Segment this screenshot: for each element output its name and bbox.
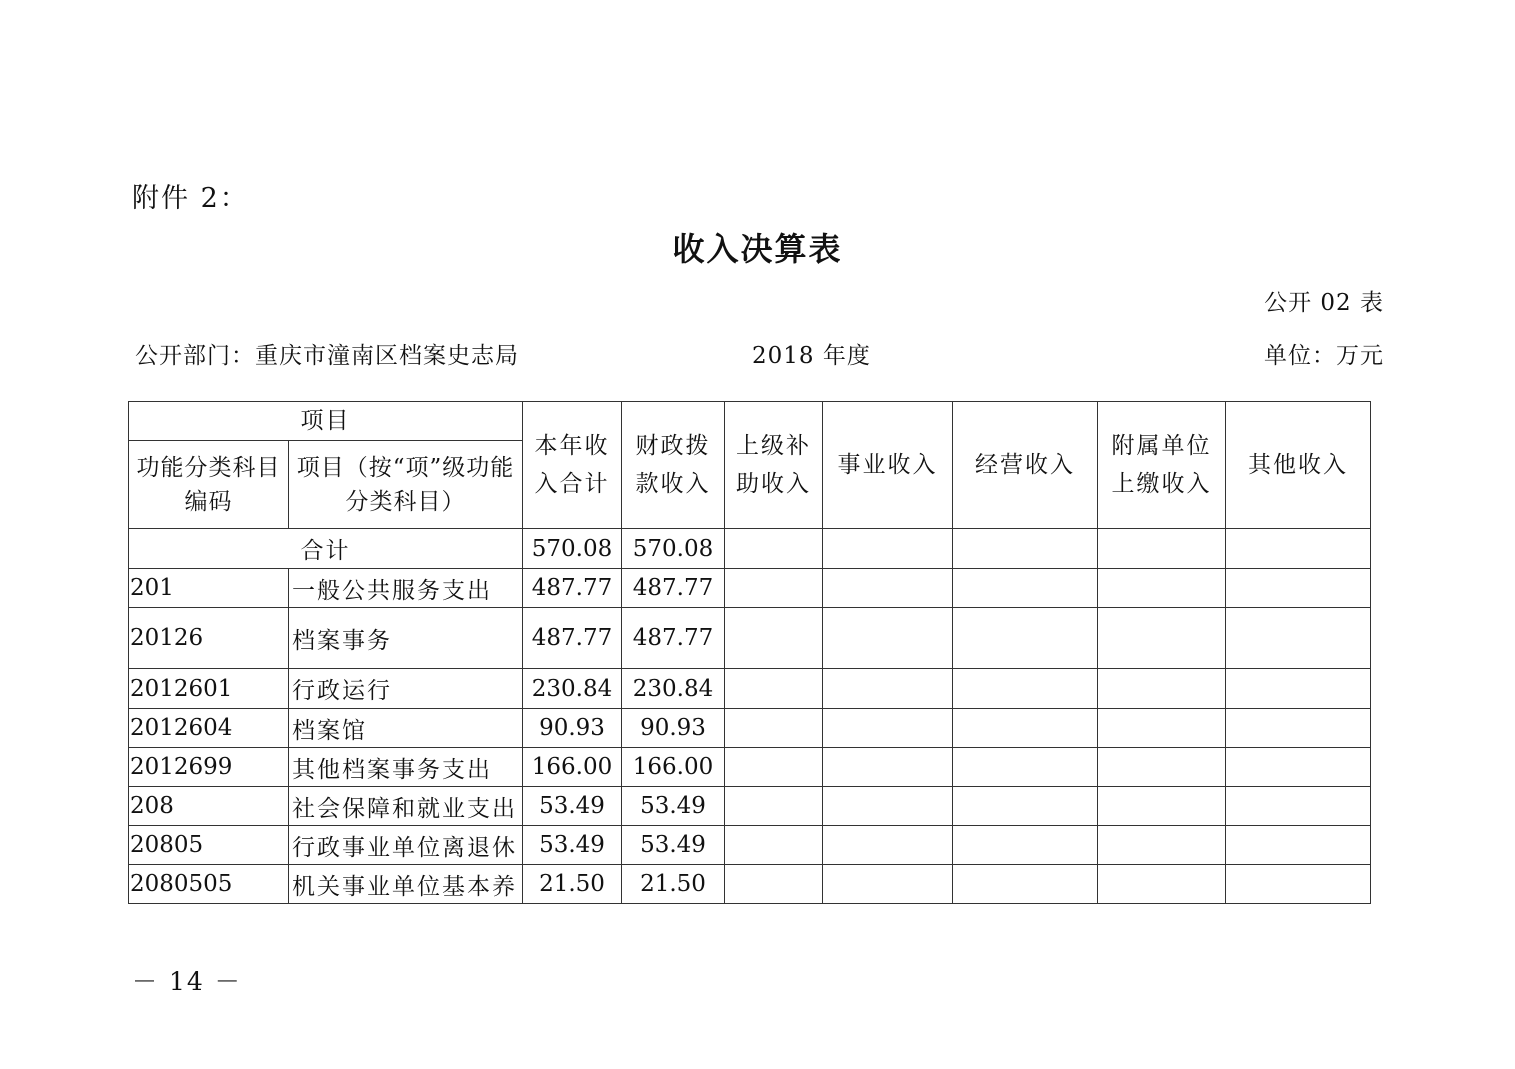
empty-cell (1098, 787, 1226, 826)
empty-cell (823, 748, 953, 787)
empty-cell (1098, 529, 1226, 569)
row-fiscal: 21.50 (622, 865, 725, 904)
empty-cell (725, 569, 823, 608)
empty-cell (1226, 608, 1371, 669)
table-row (129, 748, 1371, 787)
empty-cell (1226, 669, 1371, 709)
empty-cell (1226, 826, 1371, 865)
header-row-1 (129, 402, 1371, 441)
empty-cell (1226, 709, 1371, 748)
empty-cell (725, 748, 823, 787)
empty-cell (1098, 608, 1226, 669)
table-id: 公开 02 表 (1264, 290, 1384, 316)
row-total: 90.93 (523, 709, 622, 748)
page-number: － 14 － (132, 967, 242, 996)
row-name: 其他档案事务支出 (289, 748, 523, 787)
empty-cell (823, 529, 953, 569)
row-total: 21.50 (523, 865, 622, 904)
row-total: 166.00 (523, 748, 622, 787)
row-name: 一般公共服务支出 (289, 569, 523, 608)
header-code: 功能分类科目编码 (129, 441, 289, 529)
empty-cell (725, 669, 823, 709)
header-total: 本年收入合计 (523, 402, 622, 529)
total-row (129, 529, 1371, 569)
row-total: 53.49 (523, 787, 622, 826)
row-fiscal: 230.84 (622, 669, 725, 709)
header-superior: 上级补助收入 (725, 402, 823, 529)
row-name: 社会保障和就业支出 (289, 787, 523, 826)
empty-cell (1098, 669, 1226, 709)
row-name: 档案馆 (289, 709, 523, 748)
empty-cell (953, 865, 1098, 904)
empty-cell (1098, 748, 1226, 787)
row-fiscal: 90.93 (622, 709, 725, 748)
empty-cell (1226, 787, 1371, 826)
table-row (129, 787, 1371, 826)
header-name: 项目（按“项”级功能分类科目） (289, 441, 523, 529)
row-fiscal: 166.00 (622, 748, 725, 787)
header-item: 项目 (129, 402, 523, 441)
table-row (129, 608, 1371, 669)
empty-cell (823, 608, 953, 669)
empty-cell (953, 608, 1098, 669)
empty-cell (725, 608, 823, 669)
table-row (129, 865, 1371, 904)
empty-cell (1098, 865, 1226, 904)
income-table (128, 401, 1371, 904)
header-business: 事业收入 (823, 402, 953, 529)
header-other: 其他收入 (1226, 402, 1371, 529)
header-affiliated: 附属单位上缴收入 (1098, 402, 1226, 529)
empty-cell (1098, 826, 1226, 865)
unit-label: 单位：万元 (1264, 343, 1384, 369)
row-total: 230.84 (523, 669, 622, 709)
empty-cell (953, 787, 1098, 826)
header-operating: 经营收入 (953, 402, 1098, 529)
row-fiscal: 487.77 (622, 569, 725, 608)
empty-cell (953, 709, 1098, 748)
empty-cell (725, 826, 823, 865)
row-name: 档案事务 (289, 608, 523, 669)
row-name: 行政运行 (289, 669, 523, 709)
row-code: 20805 (129, 826, 289, 865)
table-row (129, 569, 1371, 608)
row-code: 201 (129, 569, 289, 608)
row-fiscal: 487.77 (622, 608, 725, 669)
row-total: 53.49 (523, 826, 622, 865)
total-label: 合计 (129, 529, 523, 569)
empty-cell (823, 569, 953, 608)
empty-cell (1226, 865, 1371, 904)
total-row-total: 570.08 (523, 529, 622, 569)
empty-cell (823, 669, 953, 709)
empty-cell (725, 709, 823, 748)
empty-cell (953, 826, 1098, 865)
empty-cell (823, 709, 953, 748)
empty-cell (1098, 569, 1226, 608)
row-code: 2012604 (129, 709, 289, 748)
empty-cell (725, 865, 823, 904)
row-code: 2012601 (129, 669, 289, 709)
empty-cell (725, 787, 823, 826)
empty-cell (1226, 748, 1371, 787)
empty-cell (1098, 709, 1226, 748)
row-name: 行政事业单位离退休 (289, 826, 523, 865)
empty-cell (953, 569, 1098, 608)
empty-cell (1226, 529, 1371, 569)
table-row (129, 826, 1371, 865)
empty-cell (823, 865, 953, 904)
table-row (129, 709, 1371, 748)
table-row (129, 669, 1371, 709)
row-code: 20126 (129, 608, 289, 669)
row-name: 机关事业单位基本养 (289, 865, 523, 904)
empty-cell (725, 529, 823, 569)
header-fiscal: 财政拨款收入 (622, 402, 725, 529)
row-fiscal: 53.49 (622, 787, 725, 826)
empty-cell (953, 669, 1098, 709)
row-code: 2080505 (129, 865, 289, 904)
row-fiscal: 53.49 (622, 826, 725, 865)
empty-cell (1226, 569, 1371, 608)
fiscal-year: 2018 年度 (752, 343, 871, 369)
row-code: 2012699 (129, 748, 289, 787)
department-label: 公开部门：重庆市潼南区档案史志局 (135, 343, 519, 369)
attachment-label: 附件 2： (132, 183, 249, 214)
row-total: 487.77 (523, 608, 622, 669)
row-total: 487.77 (523, 569, 622, 608)
empty-cell (823, 787, 953, 826)
row-code: 208 (129, 787, 289, 826)
empty-cell (953, 748, 1098, 787)
empty-cell (953, 529, 1098, 569)
empty-cell (823, 826, 953, 865)
total-row-fiscal: 570.08 (622, 529, 725, 569)
page-title: 收入决算表 (672, 230, 843, 268)
